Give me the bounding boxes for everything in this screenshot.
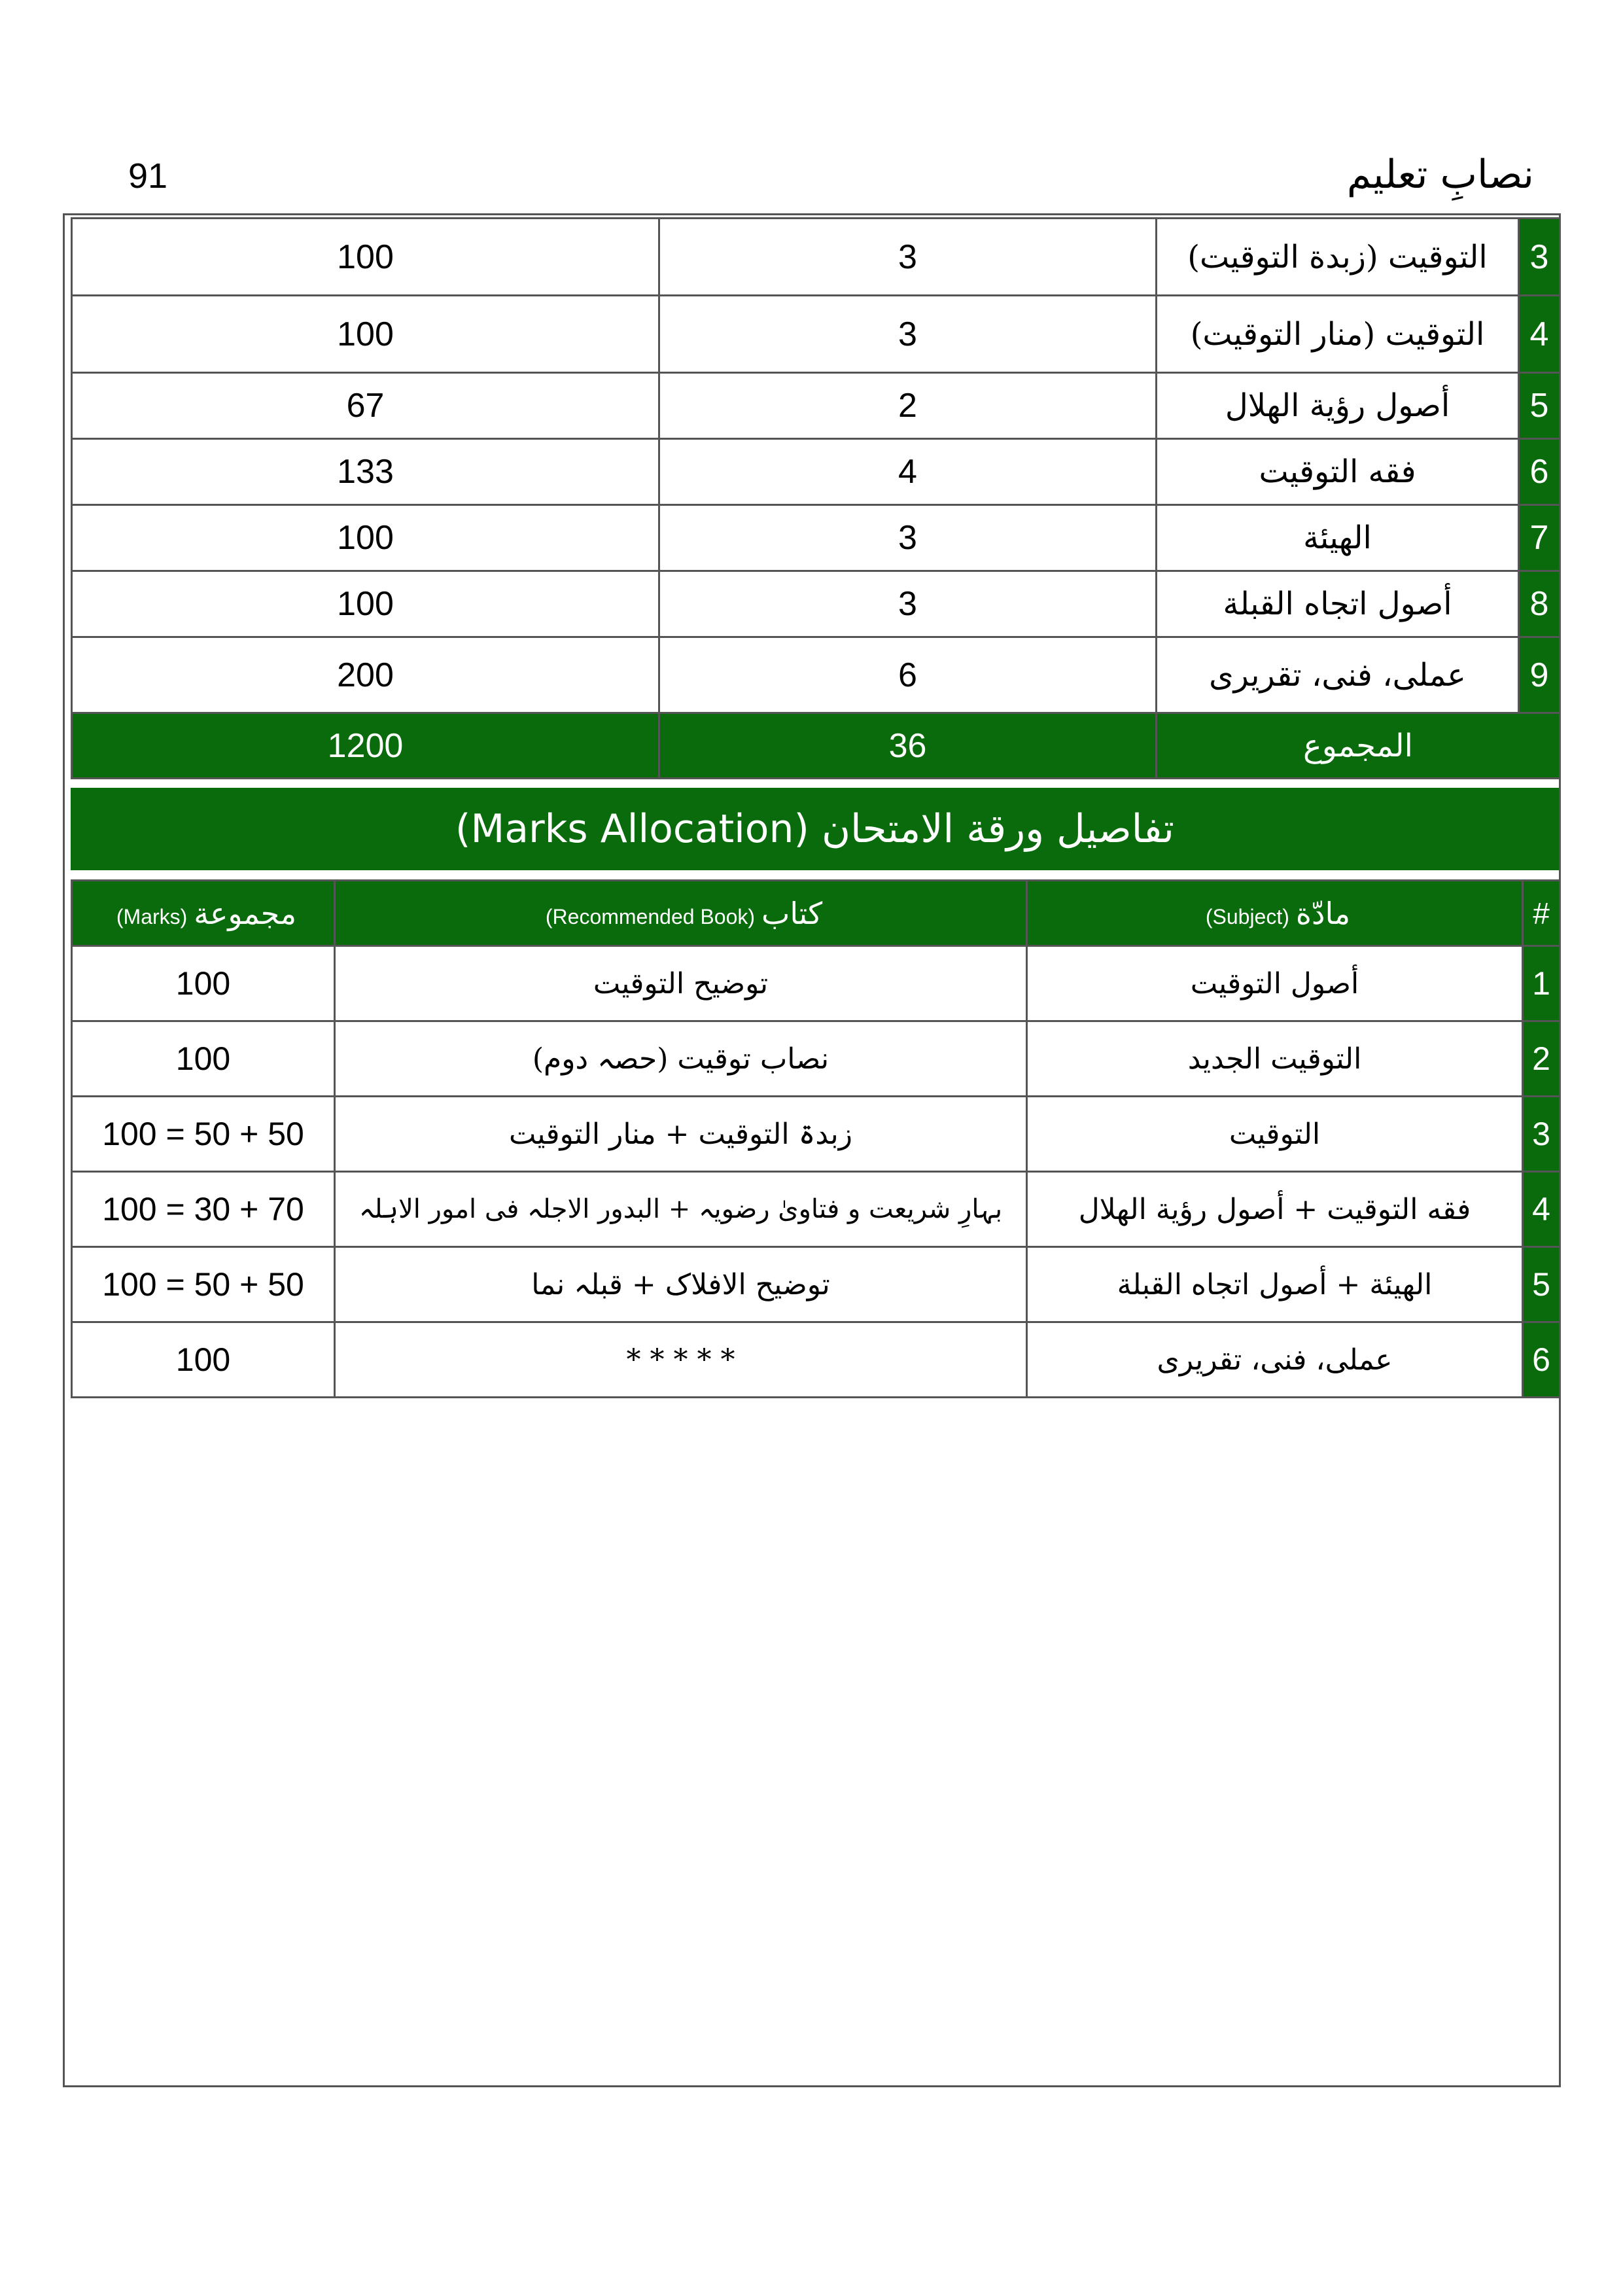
marks: 100 — [72, 1021, 335, 1097]
periods: 3 — [659, 219, 1157, 296]
periods: 6 — [659, 637, 1157, 713]
subject: الهيئة — [1157, 505, 1519, 571]
recommended-book: * * * * * — [335, 1322, 1027, 1398]
subject: التوقيت (زبدة التوقيت) — [1157, 219, 1519, 296]
subject: التوقيت — [1027, 1097, 1523, 1172]
row-number: 9 — [1519, 637, 1560, 713]
row-number: 5 — [1523, 1247, 1560, 1322]
recommended-book: بہارِ شریعت و فتاویٰ رضویہ + البدور الاجلہ فی امور الاہلہ — [335, 1172, 1027, 1247]
subject: فقه التوقيت — [1157, 439, 1519, 505]
subject-header — [1027, 881, 1523, 946]
credit-hours: 100 — [72, 505, 659, 571]
row-number: 6 — [1523, 1322, 1560, 1398]
book-header — [335, 881, 1027, 946]
subject: أصول اتجاه القبلة — [1157, 571, 1519, 637]
table-row — [72, 505, 1560, 571]
credit-hours: 200 — [72, 637, 659, 713]
table-row — [72, 1097, 1560, 1172]
table-row — [72, 637, 1560, 713]
marks-allocation-table — [71, 879, 1561, 1398]
table-row — [72, 219, 1560, 296]
table-row — [72, 1322, 1560, 1398]
table-row — [72, 1021, 1560, 1097]
recommended-book: نصاب توقیت (حصہ دوم) — [335, 1021, 1027, 1097]
credit-hours: 100 — [72, 296, 659, 373]
periods: 3 — [659, 296, 1157, 373]
periods: 3 — [659, 571, 1157, 637]
table-row — [72, 439, 1560, 505]
subject: عملی، فنی، تقریری — [1027, 1322, 1523, 1398]
number-header — [1523, 881, 1560, 946]
section-title: تفاصيل ورقة الامتحان (Marks Allocation) — [71, 788, 1559, 870]
table-row — [72, 946, 1560, 1021]
header-title: نصابِ تعلیم — [1346, 152, 1534, 198]
row-number: 4 — [1523, 1172, 1560, 1247]
table-row — [72, 1172, 1560, 1247]
number-header-label: # — [1533, 896, 1550, 930]
subject: أصول رؤية الهلال — [1157, 373, 1519, 439]
marks-header-en: (Marks) — [116, 904, 188, 928]
periods: 4 — [659, 439, 1157, 505]
row-number: 2 — [1523, 1021, 1560, 1097]
credit-hours: 100 — [72, 219, 659, 296]
recommended-book: توضيح التوقيت — [335, 946, 1027, 1021]
row-number: 7 — [1519, 505, 1560, 571]
table-row — [72, 373, 1560, 439]
total-label: المجموع — [1157, 713, 1560, 779]
marks: 100 — [72, 1322, 335, 1398]
total-periods: 36 — [659, 713, 1157, 779]
row-number: 8 — [1519, 571, 1560, 637]
subject: فقه التوقيت + أصول رؤية الهلال — [1027, 1172, 1523, 1247]
table-row — [72, 1247, 1560, 1322]
total-credit-hours: 1200 — [72, 713, 659, 779]
marks: 100 = 50 + 50 — [72, 1247, 335, 1322]
book-header-en: (Recommended Book) — [545, 904, 756, 928]
subject: أصول التوقيت — [1027, 946, 1523, 1021]
row-number: 4 — [1519, 296, 1560, 373]
marks-header — [72, 881, 335, 946]
subject: التوقيت الجديد — [1027, 1021, 1523, 1097]
marks: 100 = 50 + 50 — [72, 1097, 335, 1172]
row-number: 3 — [1523, 1097, 1560, 1172]
subject-header-ar: مادّة — [1295, 895, 1351, 931]
marks: 100 — [72, 946, 335, 1021]
subject: عملی، فنی، تقریری — [1157, 637, 1519, 713]
recommended-book: زبدۃ التوقیت + منار التوقیت — [335, 1097, 1027, 1172]
recommended-book: توضیح الافلاک + قبلہ نما — [335, 1247, 1027, 1322]
header-row — [72, 881, 1560, 946]
row-number: 3 — [1519, 219, 1560, 296]
credit-hours: 67 — [72, 373, 659, 439]
credit-hours: 100 — [72, 571, 659, 637]
periods: 2 — [659, 373, 1157, 439]
periods: 3 — [659, 505, 1157, 571]
total-row — [72, 713, 1560, 779]
marks-header-ar: مجموعة — [194, 895, 297, 931]
subject: التوقيت (منار التوقيت) — [1157, 296, 1519, 373]
table-row — [72, 296, 1560, 373]
page-number: 91 — [128, 156, 168, 196]
row-number: 1 — [1523, 946, 1560, 1021]
book-header-ar: كتاب — [761, 895, 823, 931]
subject-header-en: (Subject) — [1205, 904, 1289, 928]
row-number: 5 — [1519, 373, 1560, 439]
row-number: 6 — [1519, 439, 1560, 505]
table-row — [72, 571, 1560, 637]
credit-hours: 133 — [72, 439, 659, 505]
marks: 100 = 30 + 70 — [72, 1172, 335, 1247]
subjects-table — [71, 217, 1561, 779]
subject: الهيئة + أصول اتجاه القبلة — [1027, 1247, 1523, 1322]
